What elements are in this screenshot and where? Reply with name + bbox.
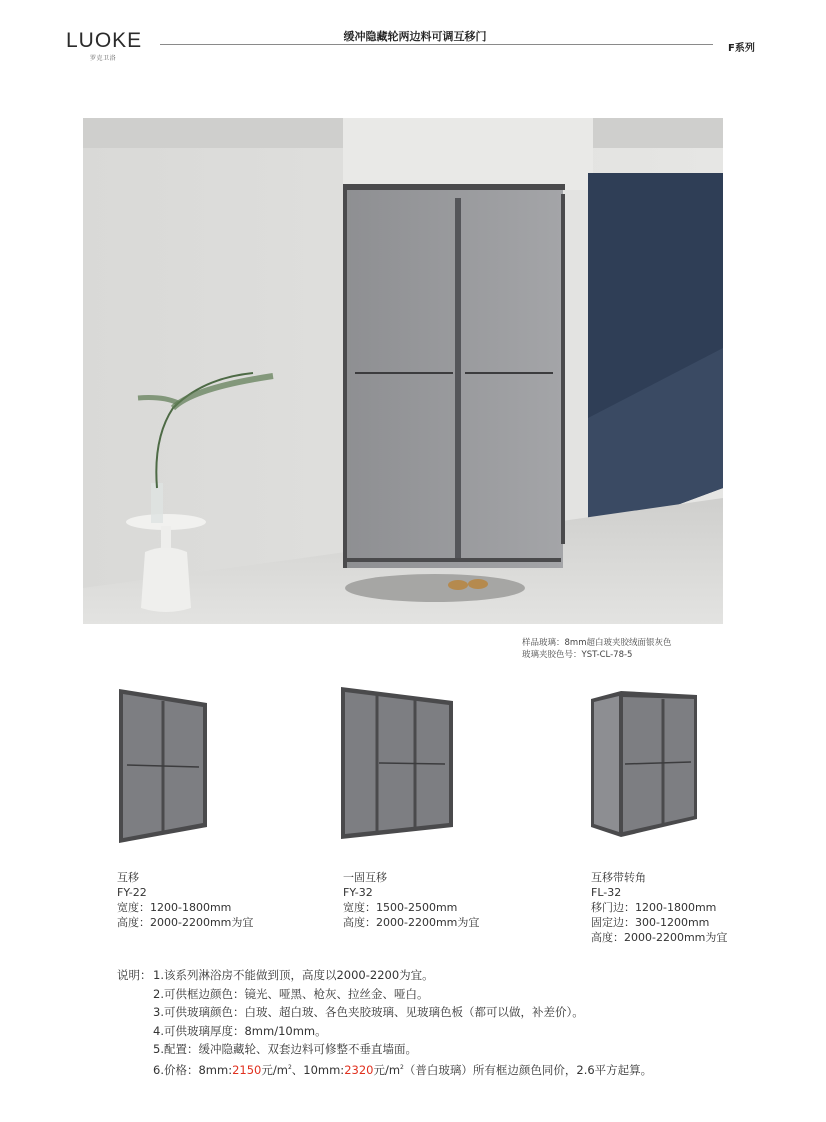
product-code: FY-32 [343, 886, 373, 899]
product-name: 一固互移 [343, 871, 387, 884]
price-note [117, 1059, 652, 1080]
product-fixed-side: 固定边：300-1200mm [591, 916, 710, 929]
price-separator: 、10mm: [291, 1062, 345, 1077]
note-item: 4.可供玻璃厚度：8mm/10mm。 [153, 1023, 327, 1038]
product-spec-fy22 [117, 870, 253, 930]
product-name: 互移带转角 [591, 871, 646, 884]
sample-color-line: 玻璃夹胶色号：YST-CL-78-5 [522, 650, 633, 660]
product-image-fy22 [119, 689, 209, 845]
hero-photo [83, 118, 723, 624]
note-item: 3.可供玻璃颜色：白玻、超白玻、各色夹胶玻璃、见玻璃色板（都可以做，补差价）。 [153, 1005, 584, 1019]
notes-section [117, 966, 652, 1079]
product-code: FY-22 [117, 886, 147, 899]
brand-logo [66, 30, 142, 62]
product-height: 高度：2000-2200mm为宜 [343, 916, 480, 929]
sample-glass-line: 样品玻璃：8mm超白玻夹胶绒面银灰色 [522, 638, 672, 648]
notes-lead: 说明： [117, 968, 152, 982]
note-item: 1.该系列淋浴房不能做到顶，高度以2000-2200为宜。 [153, 968, 434, 982]
price-unit: 元/m [261, 1062, 288, 1077]
product-width: 宽度：1500-2500mm [343, 901, 458, 914]
price-unit: 元/m [373, 1062, 401, 1077]
product-image-fy32 [341, 687, 455, 841]
unit-superscript: 2 [287, 1063, 292, 1071]
series-label: F系列 [728, 43, 755, 54]
product-height: 高度：2000-2200mm为宜 [591, 931, 728, 944]
price-10mm: 2320 [344, 1062, 374, 1077]
price-8mm: 2150 [232, 1062, 262, 1077]
product-door-side: 移门边：1200-1800mm [591, 901, 717, 914]
product-name: 互移 [117, 871, 139, 884]
product-width: 宽度：1200-1800mm [117, 901, 232, 914]
price-prefix: 6.价格：8mm: [153, 1062, 233, 1077]
product-image-fl32 [591, 691, 699, 837]
logo-subtitle: 罗克卫浴 [90, 55, 117, 62]
sample-glass-note [522, 637, 671, 661]
logo-wordmark: LUOKE [66, 29, 143, 52]
unit-superscript: 2 [400, 1063, 404, 1071]
note-item: 5.配置：缓冲隐藏轮、双套边料可修整不垂直墙面。 [153, 1042, 417, 1056]
note-item: 2.可供框边颜色：镜光、哑黑、枪灰、拉丝金、哑白。 [153, 986, 429, 1001]
product-code: FL-32 [591, 886, 622, 899]
price-suffix: （普白玻璃）所有框边颜色同价，2.6平方起算。 [403, 1062, 653, 1077]
product-spec-fy32 [343, 870, 479, 930]
product-spec-fl32 [591, 870, 727, 945]
header-divider [160, 44, 713, 45]
page-title: 缓冲隐藏轮两边料可调互移门 [343, 30, 487, 43]
product-height: 高度：2000-2200mm为宜 [117, 916, 254, 929]
